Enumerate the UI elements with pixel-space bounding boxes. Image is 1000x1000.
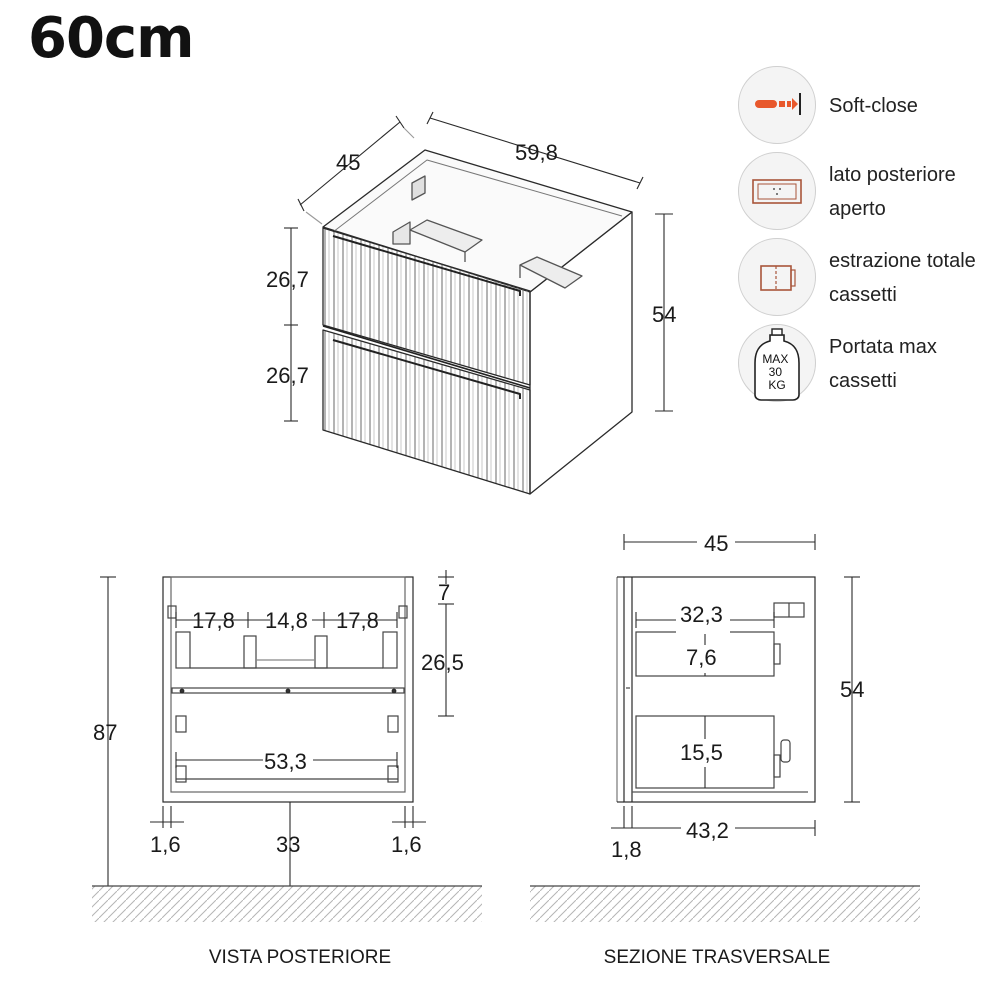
section-upper-drawer-label: 7,6 [686, 645, 717, 670]
open-back-icon [738, 152, 816, 230]
feature-open-back [738, 152, 1000, 232]
iso-width-label: 59,8 [515, 140, 558, 165]
max-load-badge-text: MAX 30 KG [762, 352, 789, 392]
rear-floor-clearance-label: 33 [276, 832, 301, 857]
page-title: 60cm [28, 6, 194, 71]
iso-height-label: 54 [652, 302, 677, 327]
section-back-thickness-label: 1,8 [611, 837, 642, 862]
iso-drawer-bottom-label: 26,7 [266, 363, 309, 388]
rear-left-section-label: 17,8 [192, 608, 235, 633]
soft-close-icon [738, 66, 816, 144]
feature-label: Portata max cassetti [829, 336, 937, 392]
rear-right-section-label: 17,8 [336, 608, 379, 633]
feature-label: lato posteriore aperto [829, 164, 956, 220]
feature-max-load [738, 324, 1000, 404]
rear-left-side-label: 1,6 [150, 832, 181, 857]
section-inner-depth-bottom-label: 43,2 [686, 818, 729, 843]
rear-right-side-label: 1,6 [391, 832, 422, 857]
rear-middle-section-label: 14,8 [265, 608, 308, 633]
rear-top-gap-label: 7 [438, 580, 451, 605]
isometric-cabinet [323, 150, 632, 494]
full-extension-icon [738, 238, 816, 316]
feature-soft-close [738, 66, 1000, 146]
section-inner-depth-top-label: 32,3 [680, 602, 723, 627]
section-depth-label: 45 [704, 531, 729, 556]
ground-section [530, 886, 920, 922]
rear-opening-height-label: 26,5 [421, 650, 464, 675]
ground-rear [92, 886, 482, 922]
max-load-icon [738, 324, 816, 402]
cross-section-dimensions [611, 534, 860, 836]
iso-depth-label: 45 [336, 150, 361, 175]
feature-label: Soft-close [829, 95, 918, 117]
section-height-label: 54 [840, 677, 865, 702]
rear-total-height-label: 87 [93, 720, 118, 745]
iso-drawer-top-label: 26,7 [266, 267, 309, 292]
section-view-caption: SEZIONE TRASVERSALE [603, 947, 831, 968]
rear-inner-width-label: 53,3 [264, 749, 307, 774]
feature-full-extension [738, 238, 1000, 318]
section-lower-drawer-label: 15,5 [680, 740, 723, 765]
feature-label: estrazione totale cassetti [829, 250, 976, 306]
rear-view-caption: VISTA POSTERIORE [208, 947, 392, 968]
